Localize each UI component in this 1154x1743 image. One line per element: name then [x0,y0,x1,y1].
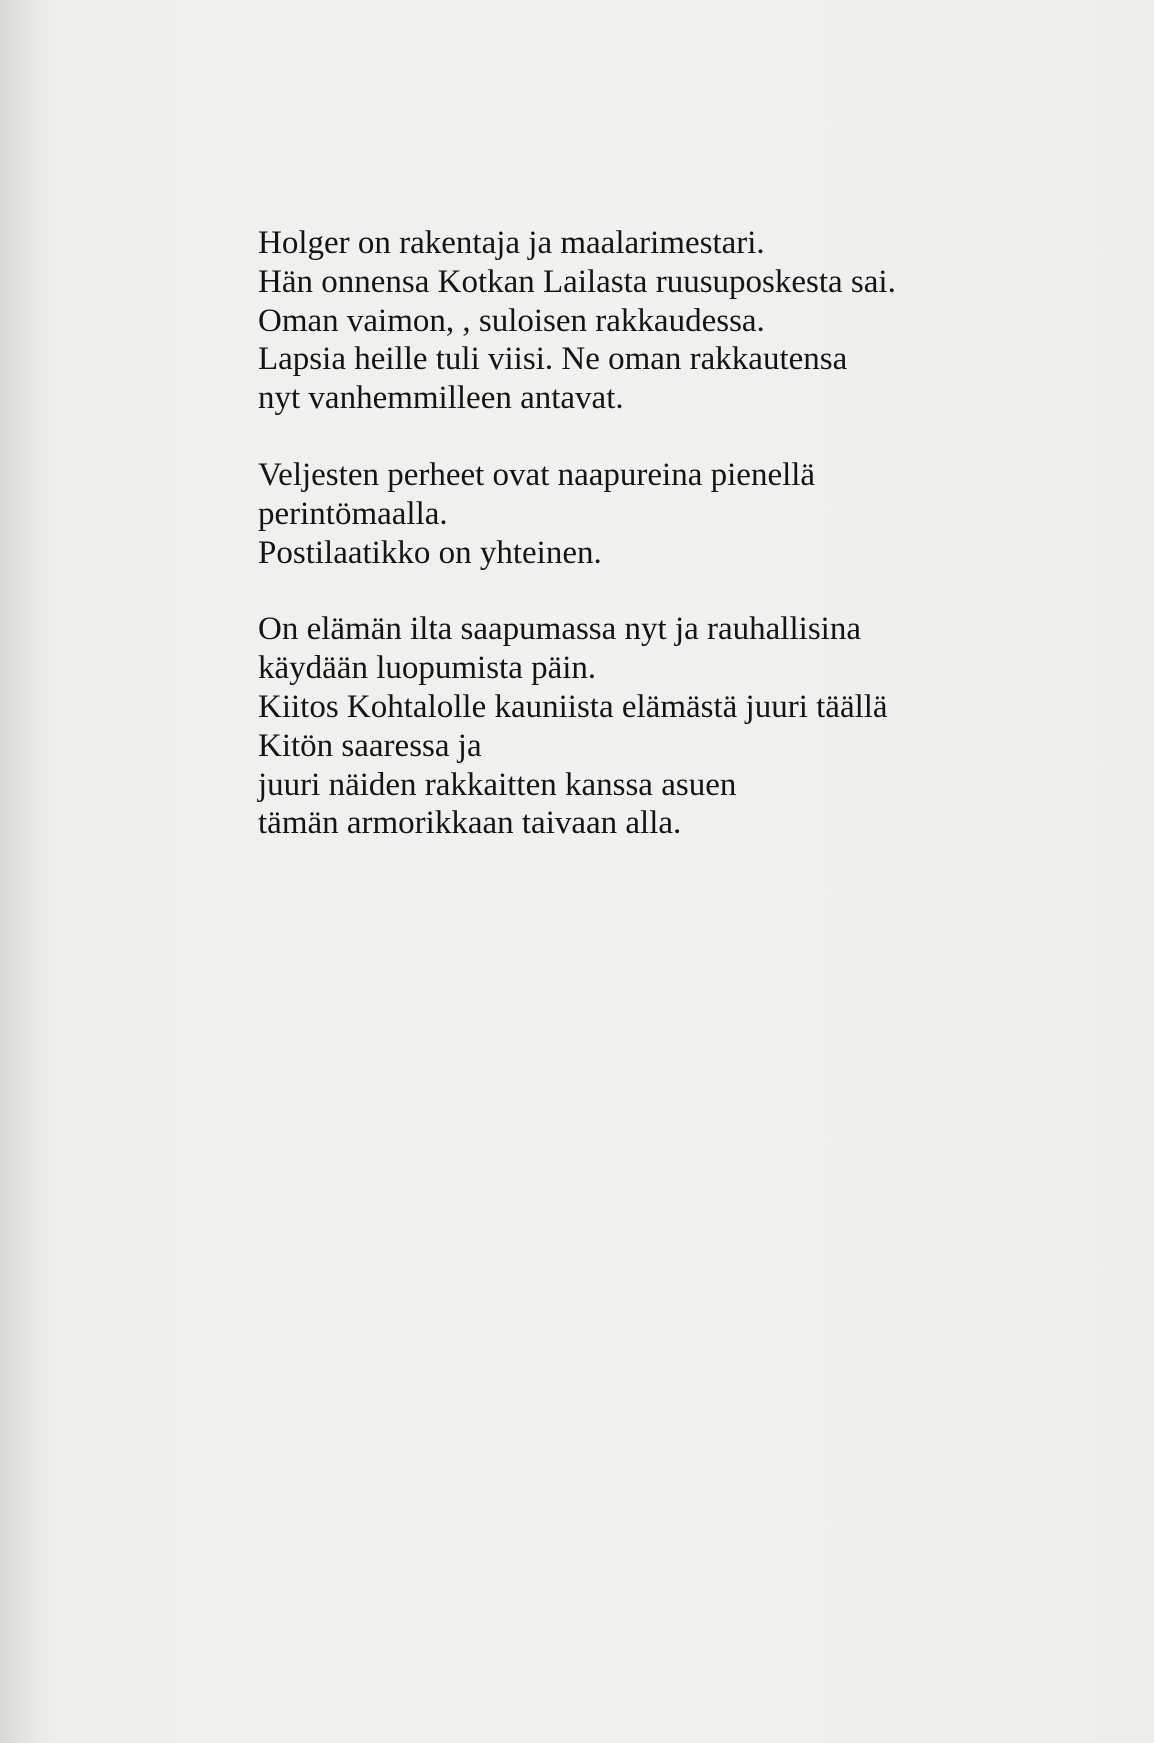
stanza-1 [258,224,1118,418]
stanza-3 [258,610,1118,843]
poem-line: käydään luopumista päin. [258,650,597,687]
poem-line: Kiitos Kohtalolle kauniista elämästä juuri täällä [258,688,888,725]
poem-line: Postilaatikko on yhteinen. [258,534,602,571]
poem-line: Kitön saaressa ja [258,727,482,764]
stanza-2 [258,456,1118,572]
poem-text [258,224,1118,881]
poem-line: Oman vaimon, , suloisen rakkaudessa. [258,302,765,339]
poem-line: perintömaalla. [258,495,448,532]
page-edge-shadow [0,0,40,1743]
poem-line: Veljesten perheet ovat naapureina pienellä [258,456,816,493]
poem-line: tämän armorikkaan taivaan alla. [258,805,682,842]
poem-line: Holger on rakentaja ja maalarimestari. [258,225,765,261]
poem-line: On elämän ilta saapumassa nyt ja rauhallisina [258,611,861,648]
poem-line: Lapsia heille tuli viisi. Ne oman rakkautensa [258,341,848,378]
poem-line: juuri näiden rakkaitten kanssa asuen [258,766,737,803]
poem-line: Hän onnensa Kotkan Lailasta ruusuposkesta sai. [258,263,896,300]
poem-line: nyt vanhemmilleen antavat. [258,380,624,417]
